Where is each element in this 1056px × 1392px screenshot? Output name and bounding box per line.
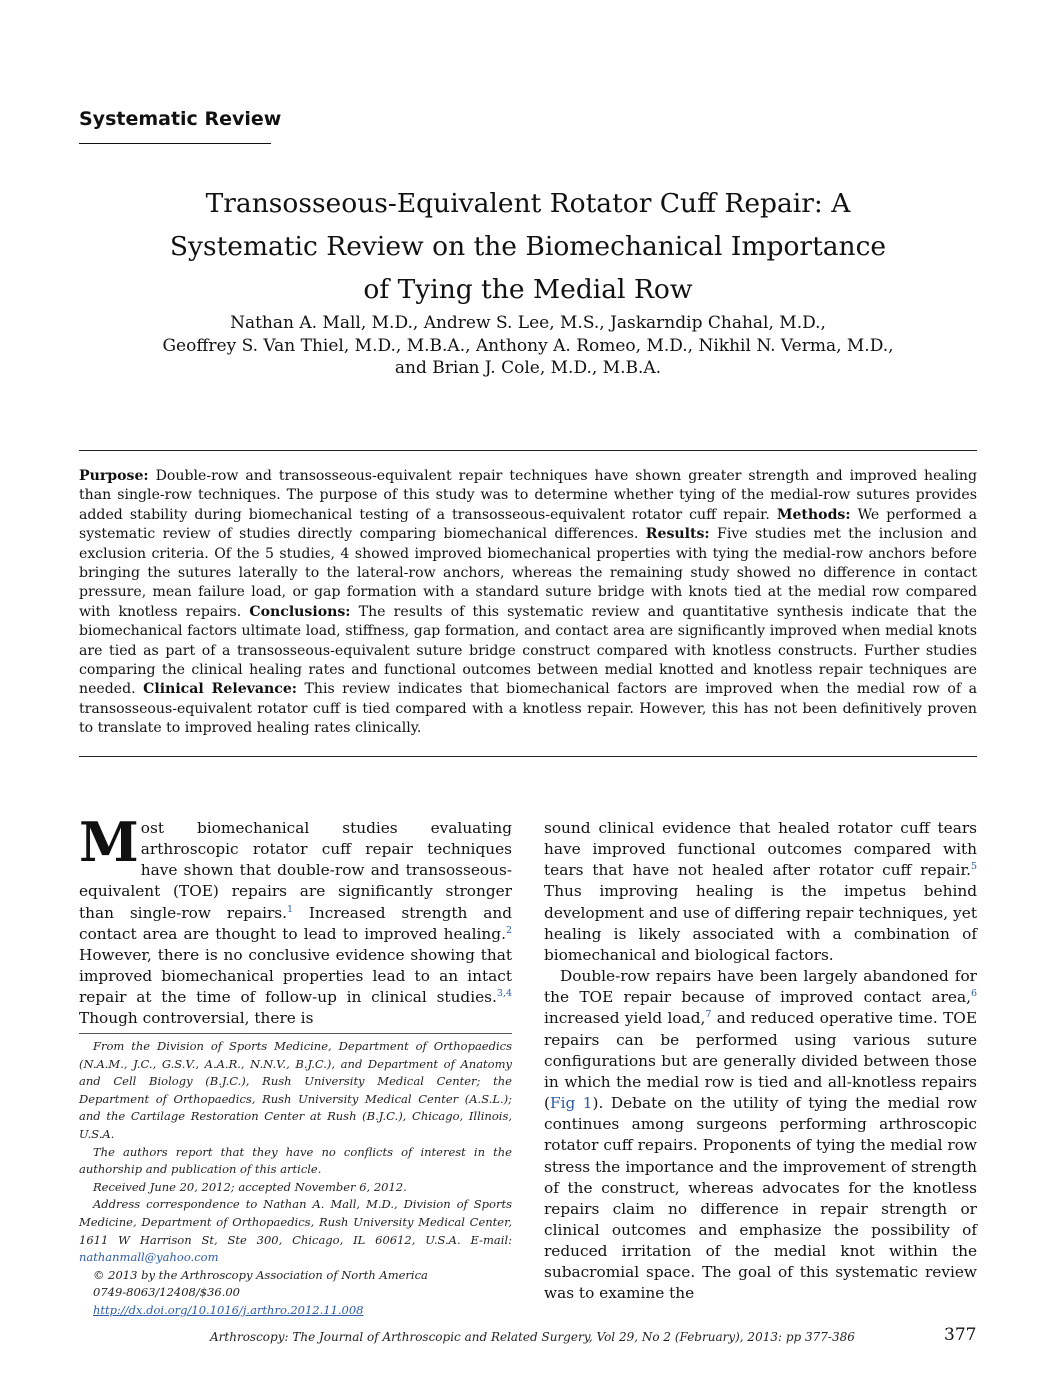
results-label: Results:	[645, 526, 710, 543]
conclusions-label: Conclusions:	[249, 603, 351, 620]
footnote-received: Received June 20, 2012; accepted November 6, 2012.	[93, 1179, 407, 1194]
citation-link[interactable]: 7	[705, 1009, 712, 1021]
clinical-relevance-text: This review indicates that biomechanical factors are improved when the medial row of a transosseous-equivalent rotator cuff is tied compared with a knotless repair. However, this has not been definitively proven to translate to improved healing rates clinically.	[79, 681, 977, 737]
body-column-left	[79, 810, 512, 1030]
article-title	[90, 182, 966, 311]
doi-link[interactable]: http://dx.doi.org/10.1016/j.arthro.2012.11.008	[93, 1302, 364, 1317]
footnote-address	[79, 1196, 512, 1266]
address-text: Address correspondence to Nathan A. Mall, M.D., Division of Sports Medicine, Department of Orthopaedics, Rush University Medical Center, 1611 W Harrison St, Ste 300, Chicago, IL 60612, U.S.A. E-mail:	[79, 1197, 512, 1247]
clinical-relevance-label: Clinical Relevance:	[143, 681, 297, 698]
footnote-copyright: © 2013 by the Arthroscopy Association of North America	[93, 1267, 428, 1282]
body-text: Thus improving healing is the impetus behind development and use of differing repair techniques, yet healing is likely associated with a combination of biomechanical and biological factors.	[544, 882, 977, 964]
body-column-right	[544, 818, 977, 1305]
methods-label: Methods:	[776, 506, 851, 523]
email-link[interactable]: nathanmall@yahoo.com	[79, 1250, 219, 1265]
methods-text: We performed a systematic review of studies directly comparing biomechanical differences.	[79, 506, 977, 543]
citation-link[interactable]: 1	[286, 903, 294, 915]
title-line: of Tying the Medial Row	[363, 274, 693, 305]
footnotes	[79, 1038, 512, 1320]
figure-link[interactable]: Fig 1	[549, 1094, 593, 1113]
citation-link[interactable]: 6	[970, 988, 977, 1000]
author-line: Geoffrey S. Van Thiel, M.D., M.B.A., Anthony A. Romeo, M.D., Nikhil N. Verma, M.D.,	[162, 335, 894, 356]
body-text: Increased strength and contact area are thought to lead to improved healing.	[79, 903, 512, 943]
author-line: Nathan A. Mall, M.D., Andrew S. Lee, M.S., Jaskarndip Chahal, M.D.,	[230, 313, 826, 333]
abstract-bottom-rule	[79, 756, 977, 757]
section-rule	[79, 143, 271, 144]
body-text: and reduced operative time. TOE repairs can be performed using various suture configurations but are generally divided between those in which the medial row is tied and all-knotless repairs (	[544, 1009, 977, 1113]
results-text: Five studies met the inclusion and exclusion criteria. Of the 5 studies, 4 showed improved biomechanical properties with tying the medial-row anchors before bringing the sutures laterally to the lateral-row anchors, whereas the remaining study showed no difference in contact pressure, mean failure load, or gap formation with a standard suture bridge with knots tied at the medial row compared with knotless repairs.	[79, 526, 977, 620]
abstract	[79, 467, 977, 739]
footnote-doi	[79, 1302, 512, 1320]
conclusions-text: The results of this systematic review and quantitative synthesis indicate that the biomechanical factors ultimate load, stiffness, gap formation, and contact area are significantly improved when medial knots are tied as part of a transosseous-equivalent suture bridge construct compared with knotless constructs. Further studies comparing the clinical healing rates and functional outcomes between medial knotted and knotless repair techniques are needed.	[79, 603, 977, 698]
footnote-affiliation: From the Division of Sports Medicine, Department of Orthopaedics (N.A.M., J.C., G.S.V., A.A.R., N.N.V., B.J.C.), and Department of Anatomy and Cell Biology (B.J.C.), Rush University Medical Center; the Department of Orthopaedics, Rush University Medical Center (A.S.L.); and the Cartilage Restoration Center at Rush (B.J.C.), Chicago, Illinois, U.S.A.	[79, 1039, 512, 1141]
author-list	[60, 312, 996, 380]
drop-cap: M	[79, 810, 139, 874]
body-text: ost biomechanical studies evaluating arthroscopic rotator cuff repair techniques have shown that double-row and transosseous-equivalent (TOE) repairs are significantly stronger than single-row repairs.	[79, 819, 512, 922]
purpose-text: Double-row and transosseous-equivalent repair techniques have shown greater strength and improved healing than single-row techniques. The purpose of this study was to determine whether tying of the medial-row sutures provides added stability during biomechanical testing of a transosseous-equivalent rotator cuff repair.	[79, 468, 977, 523]
body-paragraph	[544, 966, 977, 1305]
citation-link[interactable]: 3,4	[496, 988, 512, 1000]
purpose-label: Purpose:	[79, 468, 149, 484]
footnote-conflicts: The authors report that they have no conflicts of interest in the authorship and publication of this article.	[79, 1144, 512, 1177]
body-text: sound clinical evidence that healed rotator cuff tears have improved functional outcomes compared with tears that have not healed after rotator cuff repair.	[544, 819, 977, 880]
body-paragraph	[544, 818, 977, 966]
journal-citation: Arthroscopy: The Journal of Arthroscopic and Related Surgery, Vol 29, No 2 (February), 2013: pp 377-386	[210, 1330, 855, 1344]
body-text: increased yield load,	[544, 1009, 706, 1028]
body-text: However, there is no conclusive evidence showing that improved biomechanical properties lead to an intact repair at the time of follow-up in clinical studies.	[79, 945, 512, 1007]
author-line: and Brian J. Cole, M.D., M.B.A.	[394, 358, 662, 378]
section-label: Systematic Review	[79, 108, 282, 130]
body-text: Double-row repairs have been largely abandoned for the TOE repair because of improved contact area,	[544, 967, 977, 1007]
body-text: ). Debate on the utility of tying the medial row continues among surgeons performing arthroscopic rotator cuff repairs. Proponents of tying the medial row stress the importance and the improvement of strength of the construct, whereas advocates for the knotless repairs claim no difference in repair strength or clinical outcomes and emphasize the possibility of reduced irritation of the medial knot within the subacromial space. The goal of this systematic review was to examine the	[544, 1094, 977, 1303]
body-text: Though controversial, there is	[79, 1009, 314, 1028]
abstract-top-rule	[79, 450, 977, 451]
citation-link[interactable]: 2	[505, 924, 512, 936]
citation-link[interactable]: 5	[970, 861, 977, 873]
abstract-paragraph	[79, 467, 977, 739]
title-line: Systematic Review on the Biomechanical Importance	[169, 231, 887, 262]
page-number: 377	[944, 1325, 977, 1345]
footnote-issn: 0749-8063/12408/$36.00	[93, 1285, 240, 1300]
body-paragraph	[79, 810, 512, 1030]
footnote-rule	[79, 1033, 512, 1034]
title-line: Transosseous-Equivalent Rotator Cuff Repair: A	[205, 188, 851, 219]
